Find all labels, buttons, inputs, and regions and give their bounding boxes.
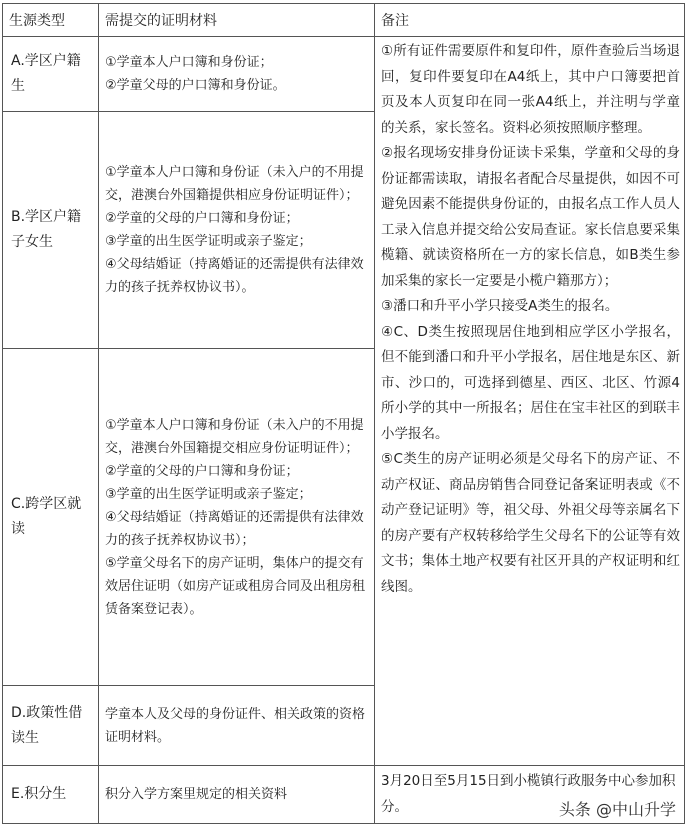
enrollment-table (2, 3, 685, 824)
material-item: ⑤学童父母名下的房产证明，集体户的提交有效居住证明（如房产证或租房合同及出租房租赁备案登记表）。 (105, 555, 366, 617)
note-item: ③潘口和升平小学只接受A类生的报名。 (381, 298, 619, 314)
material-item: 学童本人及父母的身份证件、相关政策的资格证明材料。 (105, 706, 366, 745)
student-type-cell: E.积分生 (3, 766, 99, 824)
material-item: ③学童的出生医学证明或亲子鉴定； (105, 234, 312, 249)
materials-cell (99, 686, 375, 766)
materials-cell (99, 349, 375, 686)
student-type-cell: D.政策性借读生 (3, 686, 99, 766)
watermark: 头条 @中山升学 (557, 797, 678, 820)
notes-cell (375, 37, 685, 766)
note-item: ②报名现场安排身份证读卡采集，学童和父母的身份证都需读取，请报名者配合尽量提供，如因不可避免因素不能提供身份证的，由报名点工作人员人工录入信息并提交给公安局查证。家长信息要采集榄籍、就读资格所在一方的家长信息，如B类生参加采集的家长一定要是小榄户籍那方）； (381, 145, 680, 289)
materials-cell (99, 112, 375, 349)
material-item: 积分入学方案里规定的相关资料 (105, 787, 288, 802)
material-item: ④父母结婚证（持离婚证的还需提供有法律效力的孩子抚养权协议书）。 (105, 257, 364, 295)
material-item: ②学童父母的户口簿和身份证。 (105, 78, 286, 93)
material-item: ①学童本人户口簿和身份证（未入户的不用提交，港澳台外国籍提交相应身份证明证件）； (105, 417, 364, 456)
student-type-cell: B.学区户籍子女生 (3, 112, 99, 349)
material-item: ②学童的父母的户口簿和身份证； (105, 463, 299, 479)
student-type-cell: A.学区户籍生 (3, 37, 99, 112)
header-notes: 备注 (375, 4, 685, 37)
note-item: ④C、D类生按照现居住地到相应学区小学报名，但不能到潘口和升平小学报名，居住地是东区、新市、沙口的，可选择到德星、西区、北区、竹源4所小学的其中一所报名；居住在宝丰社区的到联丰小学报名。 (381, 323, 680, 442)
material-item: ①学童本人户口簿和身份证； (105, 55, 273, 70)
header-row (3, 4, 685, 37)
student-type-cell: C.跨学区就读 (3, 349, 99, 686)
materials-cell (99, 37, 375, 112)
header-student-type: 生源类型 (3, 4, 99, 37)
header-required-materials: 需提交的证明材料 (99, 4, 375, 37)
table-row (3, 37, 685, 112)
note-item: ⑤C类生的房产证明必须是父母名下的房产证、不动产权证、商品房销售合同登记备案证明表或《不动产登记证明》等，祖父母、外祖父母等亲属名下的房产要有产权转移给学生父母名下的公证等有效文书；集体土地产权要有社区开具的产权证明和红线图。 (381, 451, 680, 595)
material-item: ②学童的父母的户口簿和身份证； (105, 211, 299, 226)
material-item: ③学童的出生医学证明或亲子鉴定； (105, 486, 312, 502)
material-item: ④父母结婚证（持离婚证的还需提供有法律效力的孩子抚养权协议书）； (105, 509, 364, 548)
materials-cell (99, 766, 375, 824)
material-item: ①学童本人户口簿和身份证（未入户的不用提交，港澳台外国籍提供相应身份证明证件）； (105, 165, 364, 203)
note-item: ①所有证件需要原件和复印件，原件查验后当场退回，复印件要复印在A4纸上，其中户口簿要把首页及本人页复印在同一张A4纸上，并注明与学童的关系，家长签名。资料必须按照顺序整理。 (381, 43, 680, 136)
notes-cell: 3月20日至5月15日到小榄镇行政服务中心参加积分。 (375, 766, 685, 824)
